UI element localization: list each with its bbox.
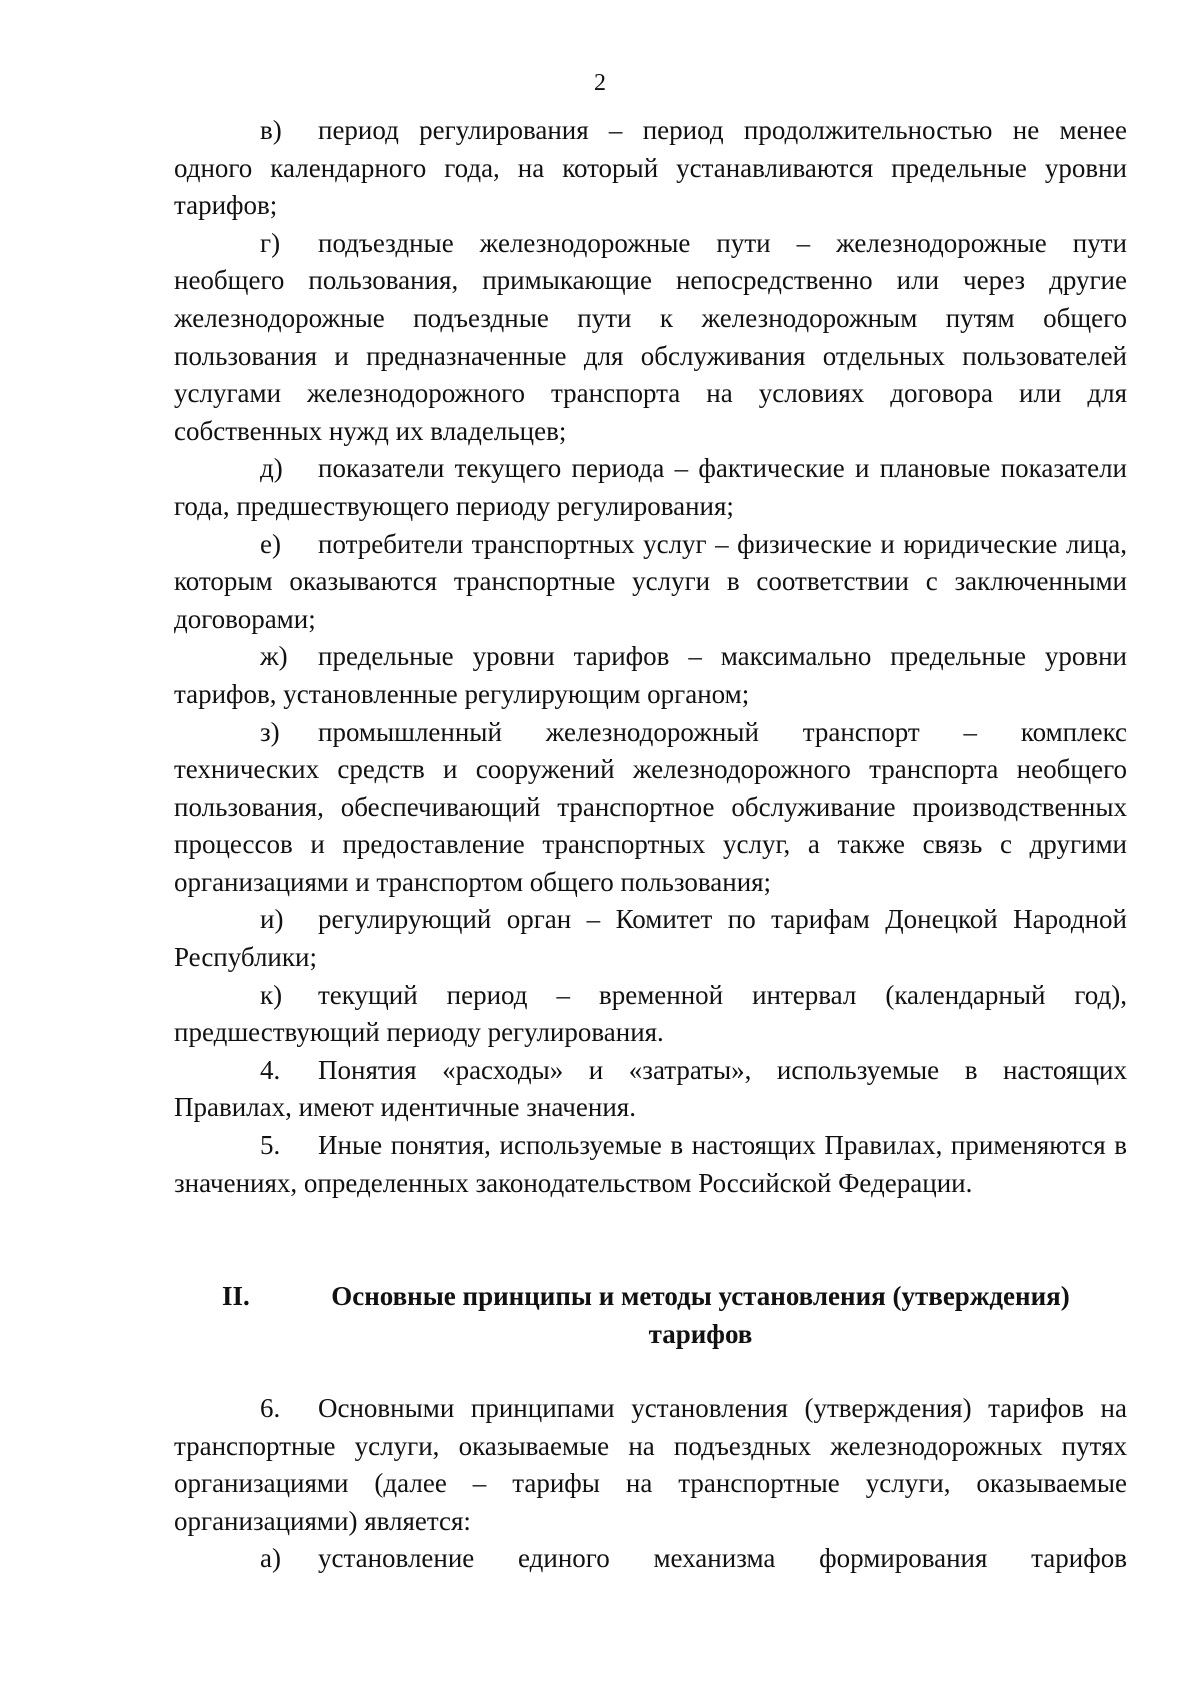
paragraph-zh: [174, 638, 1127, 713]
definitions-list: [174, 112, 1127, 1202]
paragraph-marker: 6.: [260, 1393, 281, 1423]
paragraph-k: [174, 977, 1127, 1052]
paragraph-v: [174, 112, 1127, 225]
paragraph-text: промышленный железнодорожный транспорт – комплекс технических средств и сооружений железнодорожного транспорта необщего пользования, обеспечивающий транспортное обслуживание производственных процессов и предоставление транспортных услуг, а также связь с другими организациями и транспортом общего пользования;: [174, 716, 1127, 897]
paragraph-text: установление единого механизма формирования тарифов: [318, 1543, 1127, 1574]
paragraph-text: Понятия «расходы» и «затраты», используемые в настоящих Правилах, имеют идентичные значения.: [174, 1054, 1127, 1123]
paragraph-a: [174, 1540, 1127, 1578]
paragraph-5: [174, 1127, 1127, 1202]
paragraph-text: текущий период – временной интервал (календарный год), предшествующий периоду регулирования.: [174, 979, 1127, 1048]
paragraph-text: подъездные железнодорожные пути – железнодорожные пути необщего пользования, примыкающие непосредственно или через другие железнодорожные подъездные пути к железнодорожным путям общего пользования и предназначенные для обслуживания отдельных пользователей услугами железнодорожного транспорта на условиях договора или для собственных нужд их владельцев;: [174, 227, 1127, 446]
paragraph-marker: в): [260, 115, 282, 145]
paragraph-marker: 5.: [260, 1130, 281, 1161]
paragraph-marker: д): [260, 453, 283, 484]
paragraph-text: Иные понятия, используемые в настоящих Правилах, применяются в значениях, определенных законодательством Российской Федерации.: [174, 1130, 1127, 1198]
section-number: II.: [222, 1281, 250, 1311]
paragraph-marker: г): [260, 227, 281, 258]
paragraph-text: потребители транспортных услуг – физические и юридические лица, которым оказываются транспортные услуги в соответствии с заключенными договорами;: [174, 528, 1127, 634]
paragraph-6: [174, 1390, 1127, 1540]
paragraph-text: показатели текущего периода – фактические и плановые показатели года, предшествующего периоду регулирования;: [174, 453, 1127, 521]
page-number: 2: [594, 70, 606, 96]
paragraph-marker: а): [260, 1543, 281, 1574]
paragraph-marker: з): [260, 716, 280, 747]
paragraph-marker: ж): [260, 641, 288, 672]
section-title: Основные принципы и методы установления (утверждения) тарифов: [331, 1281, 1070, 1349]
principles-list: [174, 1390, 1127, 1578]
paragraph-d: [174, 450, 1127, 525]
paragraph-text: предельные уровни тарифов – максимально предельные уровни тарифов, установленные регулирующим органом;: [174, 641, 1127, 709]
paragraph-marker: и): [260, 904, 284, 935]
paragraph-i: [174, 901, 1127, 976]
paragraph-marker: 4.: [260, 1054, 281, 1085]
paragraph-text: Основными принципами установления (утверждения) тарифов на транспортные услуги, оказываемые на подъездных железнодорожных путях организациями (далее – тарифы на транспортные услуги, оказываемые организациями) является:: [174, 1393, 1127, 1536]
section-heading: [174, 1278, 1127, 1353]
paragraph-text: регулирующий орган – Комитет по тарифам Донецкой Народной Республики;: [174, 904, 1127, 973]
paragraph-marker: е): [260, 528, 281, 559]
paragraph-text: период регулирования – период продолжительностью не менее одного календарного года, на который устанавливаются предельные уровни тарифов;: [174, 115, 1127, 221]
paragraph-e: [174, 526, 1127, 639]
paragraph-z: [174, 714, 1127, 902]
paragraph-g: [174, 225, 1127, 451]
paragraph-marker: к): [260, 979, 283, 1010]
paragraph-4: [174, 1052, 1127, 1127]
